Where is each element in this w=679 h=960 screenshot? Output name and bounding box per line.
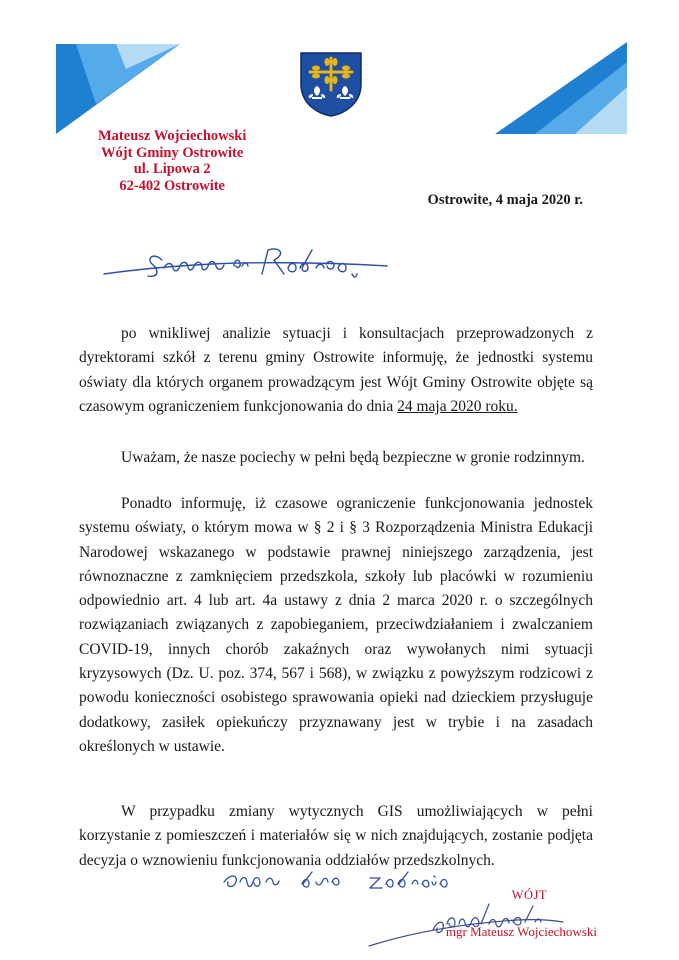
sender-address	[98, 128, 246, 194]
paragraph-1-text: po wnikliwej analizie sytuacji i konsultacjach przeprowadzonych z dyrektorami szkół z terenu gminy Ostrowite informuję, że jednostki systemu oświaty dla których organem prowadzącym jest Wójt Gminy Ostrowite objęte są czasowym ograniczeniem funkcjonowania do dnia	[79, 325, 593, 415]
handwritten-salutation	[102, 240, 392, 291]
corner-decoration-left	[56, 44, 180, 134]
salutation-script	[102, 240, 392, 286]
paragraph-1	[79, 322, 593, 419]
sender-name: Mateusz Wojciechowski	[98, 128, 247, 144]
paragraph-2: Uważam, że nasze pociechy w pełni będą bezpieczne w gronie rodzinnym.	[121, 449, 585, 466]
paragraph-4: W przypadku zmiany wytycznych GIS umożliwiających w pełni korzystanie z pomieszczeń i materiałów się w nich znajdujących, zostanie podjęta decyzja o wznowieniu funkcjonowania oddziałów przedszkolnych.	[79, 803, 593, 869]
letter-date: Ostrowite, 4 maja 2020 r.	[427, 192, 583, 208]
sender-postal: 62-402 Ostrowite	[119, 177, 225, 194]
corner-decoration-right	[495, 42, 627, 134]
sender-title: Wójt Gminy Ostrowite	[101, 144, 244, 161]
signature-name: mgr Mateusz Wojciechowski	[445, 924, 597, 939]
paragraph-1-deadline: 24 maja 2020 roku.	[397, 397, 518, 415]
paragraph-3: Ponadto informuję, iż czasowe ograniczenie funkcjonowania jednostek systemu oświaty, o którym mowa w § 2 i § 3 Rozporządzenia Ministra Edukacji Narodowej wskazanego w podstawie prawnej niniejszego zarządzenia, jest równoznaczne z zamknięciem przedszkola, szkoły lub placówki w rozumieniu odpowiednio art. 4 lub art. 4a ustawy z dnia 2 marca 2020 r. o szczególnych rozwiązaniach związanych z zapobieganiem, przeciwdziałaniem i zwalczaniem COVID-19, innych chorób zakaźnych oraz wywołanych nimi sytuacji kryzysowych (Dz. U. poz. 374, 567 i 568), w związku z powyższym rodzicowi z powodu konieczności osobistego sprawowania opieki nad dzieckiem przysługuje dodatkowy, zasiłek opiekuńczy przyznawany jest w trybie i na zasadach określonych w ustawie.	[79, 495, 593, 755]
signature-block	[367, 888, 597, 952]
coat-of-arms-icon	[298, 50, 364, 118]
sender-street: ul. Lipowa 2	[133, 161, 211, 177]
signature-title: WÓJT	[511, 888, 547, 902]
